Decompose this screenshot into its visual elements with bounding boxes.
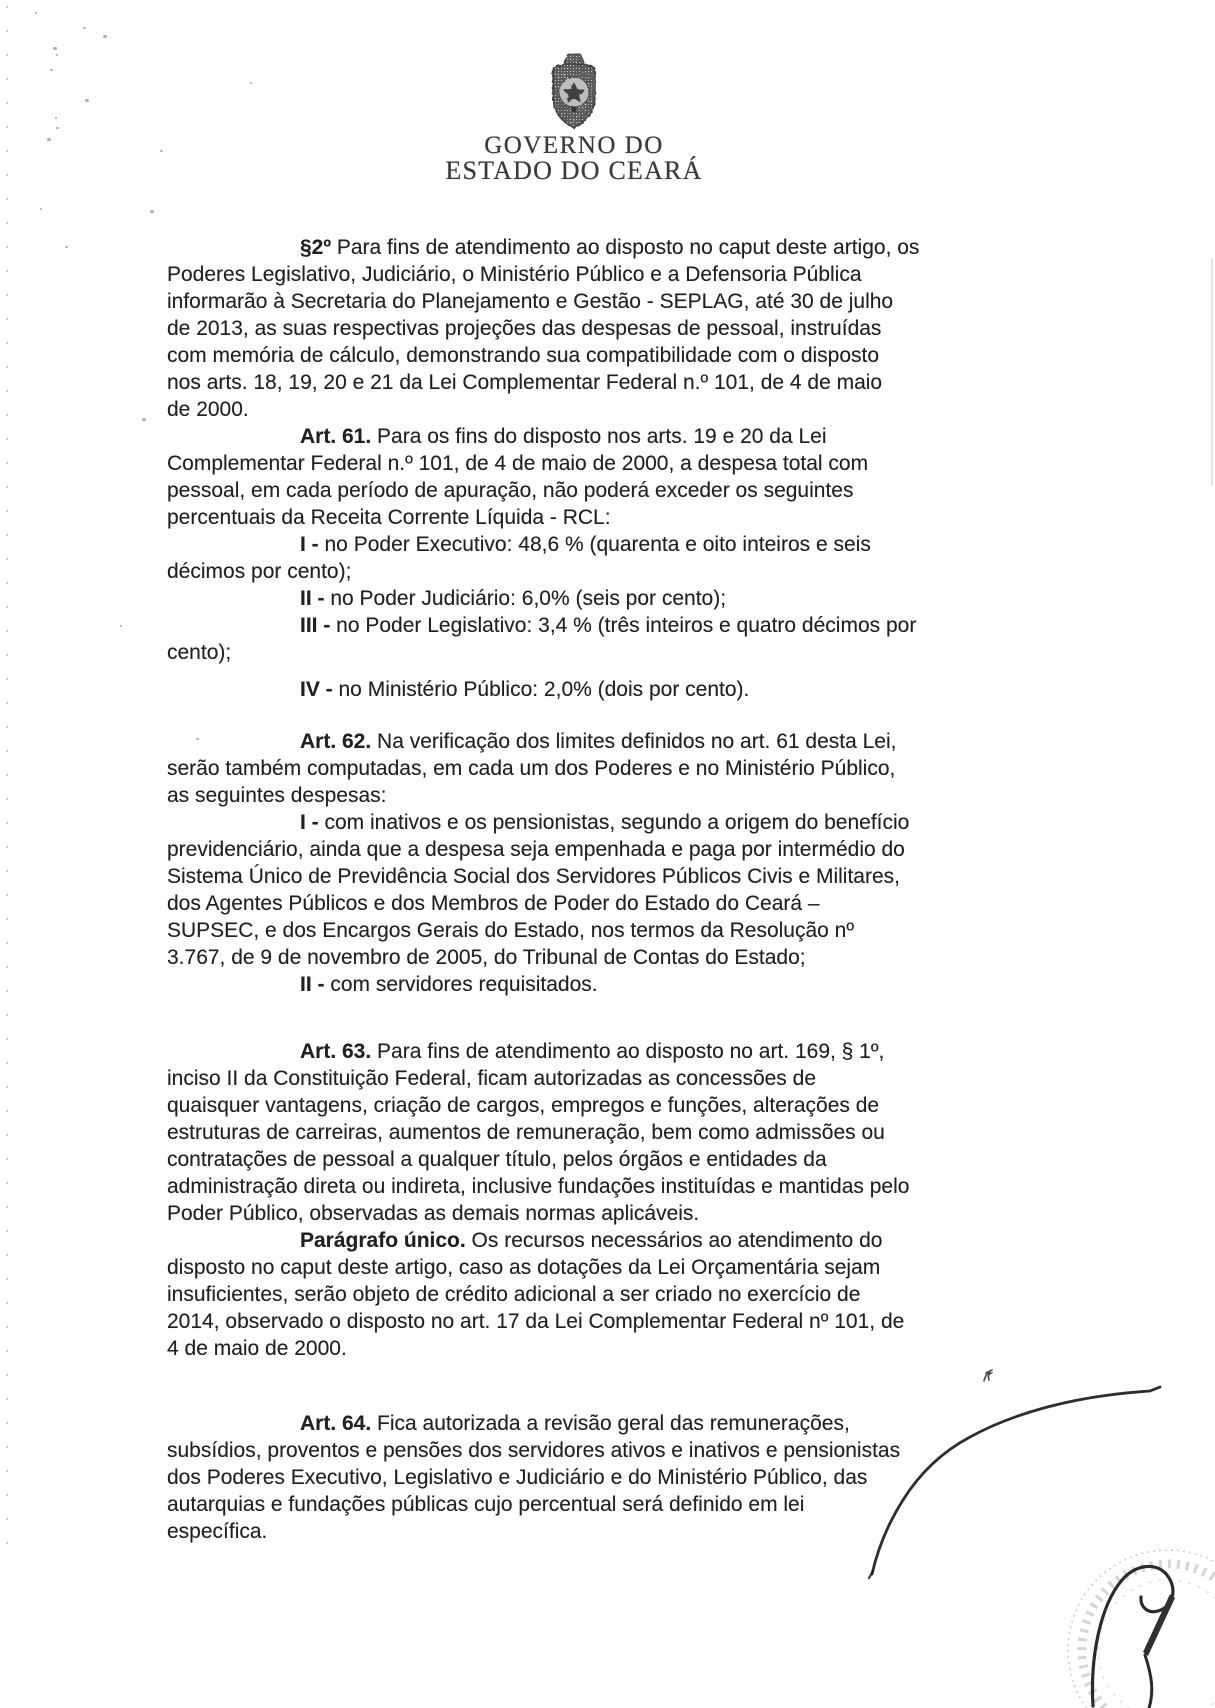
ink-stamp-icon bbox=[1068, 1550, 1215, 1708]
state-crest-icon bbox=[545, 52, 603, 130]
text-line: Parágrafo único. Os recursos necessários ao atendimento do bbox=[300, 1229, 883, 1252]
text-line: contratações de pessoal a qualquer título, pelos órgãos e entidades da bbox=[167, 1148, 827, 1171]
paragraph-2 bbox=[167, 234, 982, 423]
paragraph-lead: Art. 62. bbox=[300, 730, 372, 753]
text-line: IV - no Ministério Público: 2,0% (dois por cento). bbox=[300, 678, 750, 701]
paragraph-lead: Art. 63. bbox=[300, 1040, 372, 1063]
text-line: dos Poderes Executivo, Legislativo e Judiciário e do Ministério Público, das bbox=[167, 1466, 868, 1489]
scan-speck bbox=[35, 12, 37, 14]
article-63-paragrafo-unico bbox=[167, 1227, 982, 1362]
article-62-item-i bbox=[167, 809, 982, 971]
text-line: I - com inativos e os pensionistas, segundo a origem do benefício bbox=[300, 811, 910, 834]
paragraph-lead: III - bbox=[300, 614, 331, 637]
scan-speck bbox=[150, 210, 154, 213]
text-line: Art. 63. Para fins de atendimento ao disposto no art. 169, § 1º, bbox=[300, 1040, 885, 1063]
signature-icon bbox=[1092, 1566, 1175, 1708]
text-line: Art. 61. Para os fins do disposto nos arts. 19 e 20 da Lei bbox=[300, 425, 827, 448]
scan-speck bbox=[55, 117, 57, 119]
scan-speck bbox=[160, 150, 163, 152]
text-line: Poderes Legislativo, Judiciário, o Ministério Público e a Defensoria Pública bbox=[167, 263, 862, 286]
text-line: §2º Para fins de atendimento ao disposto no caput deste artigo, os bbox=[300, 236, 920, 259]
text-line: subsídios, proventos e pensões dos servidores ativos e inativos e pensionistas bbox=[167, 1439, 901, 1462]
article-61-item-ii bbox=[167, 585, 982, 612]
article-63 bbox=[167, 1038, 982, 1227]
text-line: 3.767, de 9 de novembro de 2005, do Tribunal de Contas do Estado; bbox=[167, 946, 806, 969]
scan-speck bbox=[142, 418, 146, 421]
paragraph-lead: I - bbox=[300, 533, 319, 556]
text-line: de 2013, as suas respectivas projeções das despesas de pessoal, instruídas bbox=[167, 317, 882, 340]
text-line: SUPSEC, e dos Encargos Gerais do Estado, nos termos da Resolução nº bbox=[167, 919, 855, 942]
text-line: I - no Poder Executivo: 48,6 % (quarenta e oito inteiros e seis bbox=[300, 533, 871, 556]
text-line: inciso II da Constituição Federal, ficam autorizadas as concessões de bbox=[167, 1067, 817, 1090]
article-61-item-i bbox=[167, 531, 982, 585]
text-line: autarquias e fundações públicas cujo percentual será definido em lei bbox=[167, 1493, 805, 1516]
article-61 bbox=[167, 423, 982, 531]
text-line: de 2000. bbox=[167, 398, 249, 421]
text-line: cento); bbox=[167, 641, 232, 664]
text-line: décimos por cento); bbox=[167, 560, 352, 583]
scan-speck bbox=[83, 27, 86, 29]
paragraph-lead: I - bbox=[300, 811, 319, 834]
text-line: quaisquer vantagens, criação de cargos, empregos e funções, alterações de bbox=[167, 1094, 880, 1117]
paragraph-lead: IV - bbox=[300, 678, 333, 701]
paragraph-lead: II - bbox=[300, 587, 325, 610]
scan-speck bbox=[56, 127, 59, 129]
text-line: dos Agentes Públicos e dos Membros de Poder do Estado do Ceará – bbox=[167, 892, 820, 915]
text-line: II - no Poder Judiciário: 6,0% (seis por cento); bbox=[300, 587, 727, 610]
text-line: previdenciário, ainda que a despesa seja empenhada e paga por intermédio do bbox=[167, 838, 905, 861]
text-line: percentuais da Receita Corrente Líquida - RCL: bbox=[167, 506, 611, 529]
scan-speck bbox=[103, 35, 107, 38]
text-line: específica. bbox=[167, 1520, 268, 1543]
text-line: III - no Poder Legislativo: 3,4 % (três inteiros e quatro décimos por bbox=[300, 614, 917, 637]
text-line: 4 de maio de 2000. bbox=[167, 1337, 347, 1360]
text-line: Complementar Federal n.º 101, de 4 de maio de 2000, a despesa total com bbox=[167, 452, 869, 475]
article-61-item-iii bbox=[167, 612, 982, 666]
scan-speck bbox=[65, 246, 68, 248]
article-61-item-iv bbox=[167, 676, 982, 703]
scan-speck bbox=[40, 208, 42, 210]
scan-speck bbox=[250, 82, 252, 84]
paragraph-lead: §2º bbox=[300, 236, 332, 259]
text-line: Art. 64. Fica autorizada a revisão geral das remunerações, bbox=[300, 1412, 850, 1435]
text-line: estruturas de carreiras, aumentos de remuneração, bem como admissões ou bbox=[167, 1121, 885, 1144]
text-line: Sistema Único de Previdência Social dos Servidores Públicos Civis e Militares, bbox=[167, 865, 900, 888]
text-line: serão também computadas, em cada um dos Poderes e no Ministério Público, bbox=[167, 757, 896, 780]
state-line: ESTADO DO CEARÁ bbox=[445, 156, 703, 185]
document-text bbox=[167, 234, 982, 1545]
text-line: as seguintes despesas: bbox=[167, 784, 387, 807]
scan-speck bbox=[120, 625, 122, 627]
text-line: Poder Público, observadas as demais normas aplicáveis. bbox=[167, 1202, 700, 1225]
letterhead bbox=[374, 52, 774, 183]
text-line: Art. 62. Na verificação dos limites definidos no art. 61 desta Lei, bbox=[300, 730, 897, 753]
text-line: pessoal, em cada período de apuração, não poderá exceder os seguintes bbox=[167, 479, 854, 502]
scan-speck bbox=[53, 47, 57, 50]
text-line: insuficientes, serão objeto de crédito adicional a ser criado no exercício de bbox=[167, 1283, 861, 1306]
paragraph-lead: Parágrafo único. bbox=[300, 1229, 466, 1252]
pen-mark-icon bbox=[984, 1370, 992, 1381]
text-line: com memória de cálculo, demonstrando sua compatibilidade com o disposto bbox=[167, 344, 880, 367]
text-line: 2014, observado o disposto no art. 17 da Lei Complementar Federal nº 101, de bbox=[167, 1310, 905, 1333]
text-line: disposto no caput deste artigo, caso as dotações da Lei Orçamentária sejam bbox=[167, 1256, 881, 1279]
text-line: informarão à Secretaria do Planejamento e Gestão - SEPLAG, até 30 de julho bbox=[167, 290, 894, 313]
article-64 bbox=[167, 1410, 982, 1545]
scan-speck bbox=[85, 99, 89, 102]
scan-speck bbox=[47, 138, 51, 141]
paragraph-lead: Art. 64. bbox=[300, 1412, 372, 1435]
text-line: II - com servidores requisitados. bbox=[300, 973, 598, 996]
paragraph-lead: Art. 61. bbox=[300, 425, 372, 448]
paragraph-lead: II - bbox=[300, 973, 325, 996]
scan-edge-dots bbox=[6, 6, 8, 1566]
scan-speck bbox=[56, 54, 58, 56]
government-line: GOVERNO DO bbox=[484, 132, 664, 159]
text-line: nos arts. 18, 19, 20 e 21 da Lei Complementar Federal n.º 101, de 4 de maio bbox=[167, 371, 883, 394]
text-line: administração direta ou indireta, inclusive fundações instituídas e mantidas pelo bbox=[167, 1175, 910, 1198]
article-62-item-ii bbox=[167, 971, 982, 998]
article-62 bbox=[167, 728, 982, 809]
scan-speck bbox=[50, 69, 53, 71]
